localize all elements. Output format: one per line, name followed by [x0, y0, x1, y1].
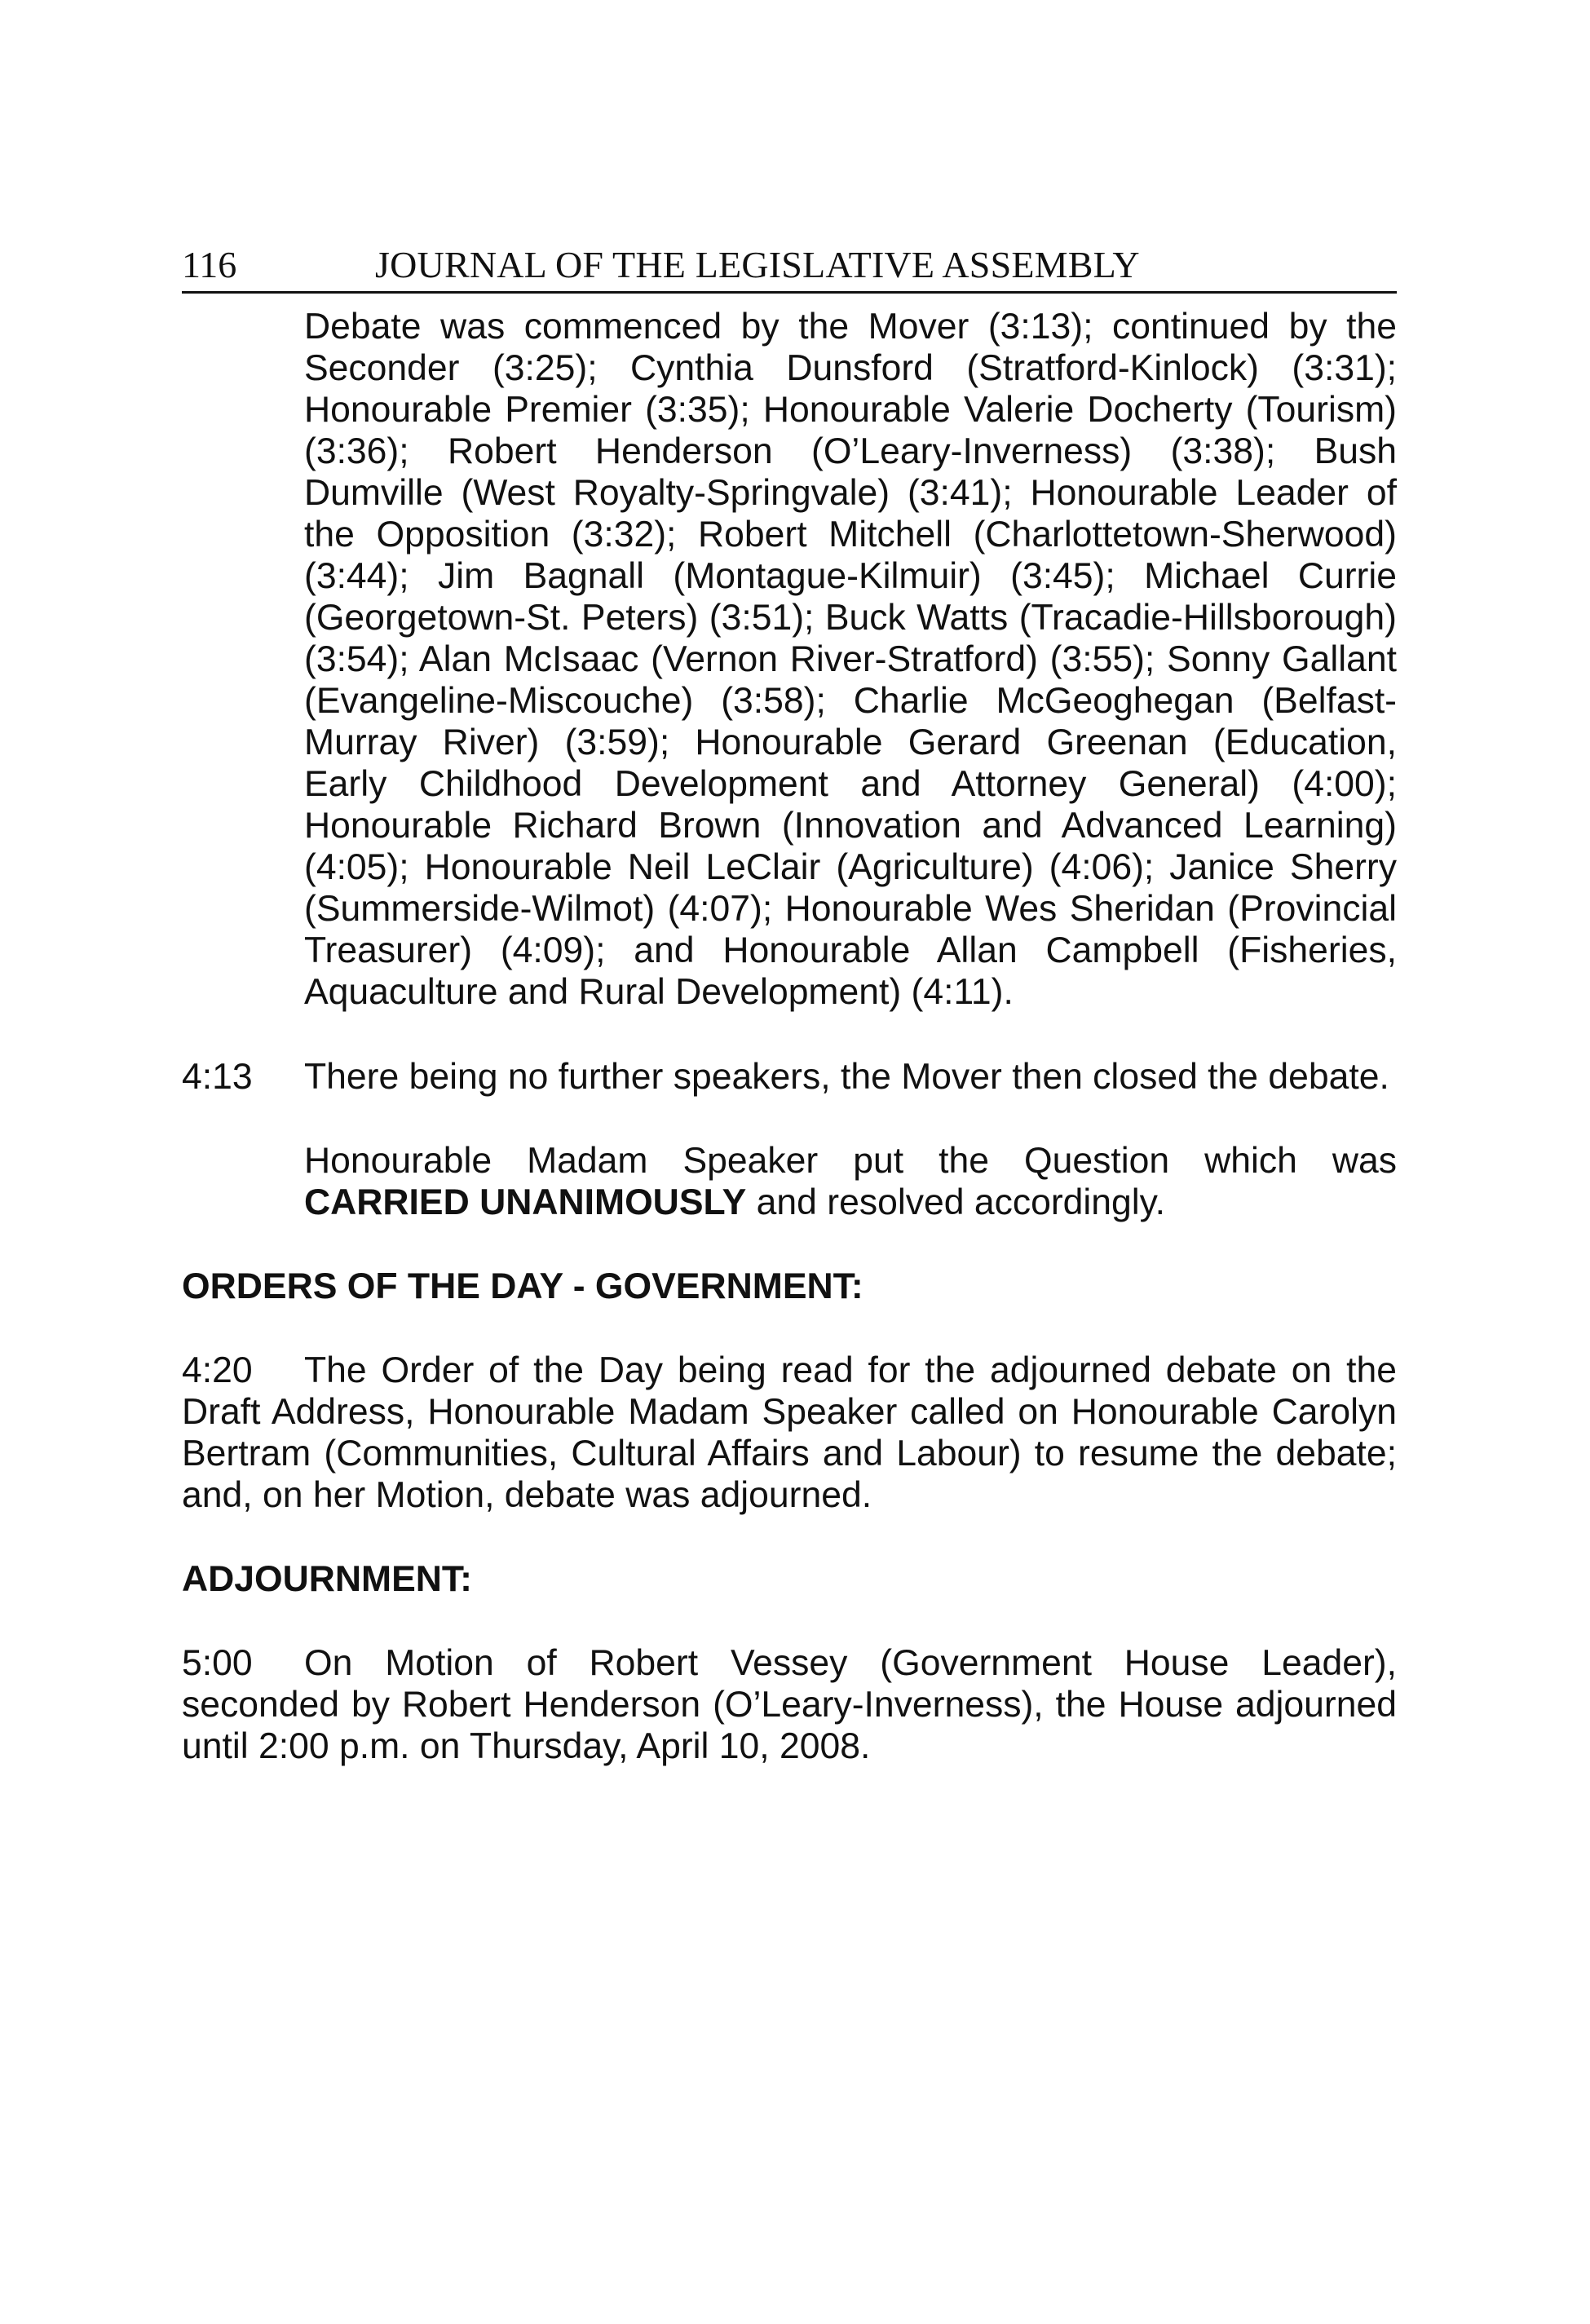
question-text-after: and resolved accordingly.: [746, 1182, 1165, 1222]
debate-paragraph: Debate was commenced by the Mover (3:13); continued by the Seconder (3:25); Cynthia Dunsford (Stratford-Kinlock) (3:31); Honourable Premier (3:35); Honourable Valerie Docherty (Tourism) (3:36); Robert Henderson (O’Leary-Inverness) (3:38); Bush Dumville (West Royalty-Springvale) (3:41); Honourable Leader of the Opposition (3:32); Robert Mitchell (Charlottetown-Sherwood) (3:44); Jim Bagnall (Montague-Kilmuir) (3:45); Michael Currie (Georgetown-St. Peters) (3:51); Buck Watts (Tracadie-Hillsborough) (3:54); Alan McIsaac (Vernon River-Stratford) (3:55); Sonny Gallant (Evangeline-Miscouche) (3:58); Charlie McGeoghegan (Belfast-Murray River) (3:59); Honourable Gerard Greenan (Education, Early Childhood Development and Attorney General) (4:00); Honourable Richard Brown (Innovation and Advanced Learning) (4:05); Honourable Neil LeClair (Agriculture) (4:06); Janice Sherry (Summerside-Wilmot) (4:07); Honourable Wes Sheridan (Provincial Treasurer) (4:09); and Honourable Allan Campbell (Fisheries, Aquaculture and Rural Development) (4:11).: [304, 306, 1397, 1012]
journal-page: [182, 245, 1397, 1767]
question-result: CARRIED UNANIMOUSLY: [304, 1182, 747, 1222]
adjournment-heading: ADJOURNMENT:: [182, 1558, 472, 1599]
entry-time: 5:00: [182, 1642, 253, 1683]
journal-body: [182, 306, 1397, 1767]
entry-413: [182, 1056, 1397, 1098]
entry-text: There being no further speakers, the Mover then closed the debate.: [304, 1056, 1389, 1097]
entry-420: [182, 1350, 1397, 1516]
question-text-before: Honourable Madam Speaker put the Question which was: [304, 1140, 1397, 1181]
entry-text: The Order of the Day being read for the adjourned debate on the Draft Address, Honourable Madam Speaker called on Honourable Carolyn Bertram (Communities, Cultural Affairs and Labour) to resume the debate; and, on her Motion, debate was adjourned.: [182, 1350, 1397, 1515]
question-paragraph: [304, 1140, 1397, 1223]
orders-heading: ORDERS OF THE DAY - GOVERNMENT:: [182, 1266, 863, 1306]
entry-time: 4:13: [182, 1056, 253, 1097]
entry-time: 4:20: [182, 1350, 253, 1390]
page-header: [182, 245, 1397, 294]
page-number: 116: [182, 244, 237, 285]
entry-500: [182, 1642, 1397, 1767]
journal-title: JOURNAL OF THE LEGISLATIVE ASSEMBLY: [375, 244, 1140, 285]
entry-text: On Motion of Robert Vessey (Government House Leader), seconded by Robert Henderson (O’Leary-Inverness), the House adjourned until 2:00 p.m. on Thursday, April 10, 2008.: [182, 1642, 1397, 1766]
